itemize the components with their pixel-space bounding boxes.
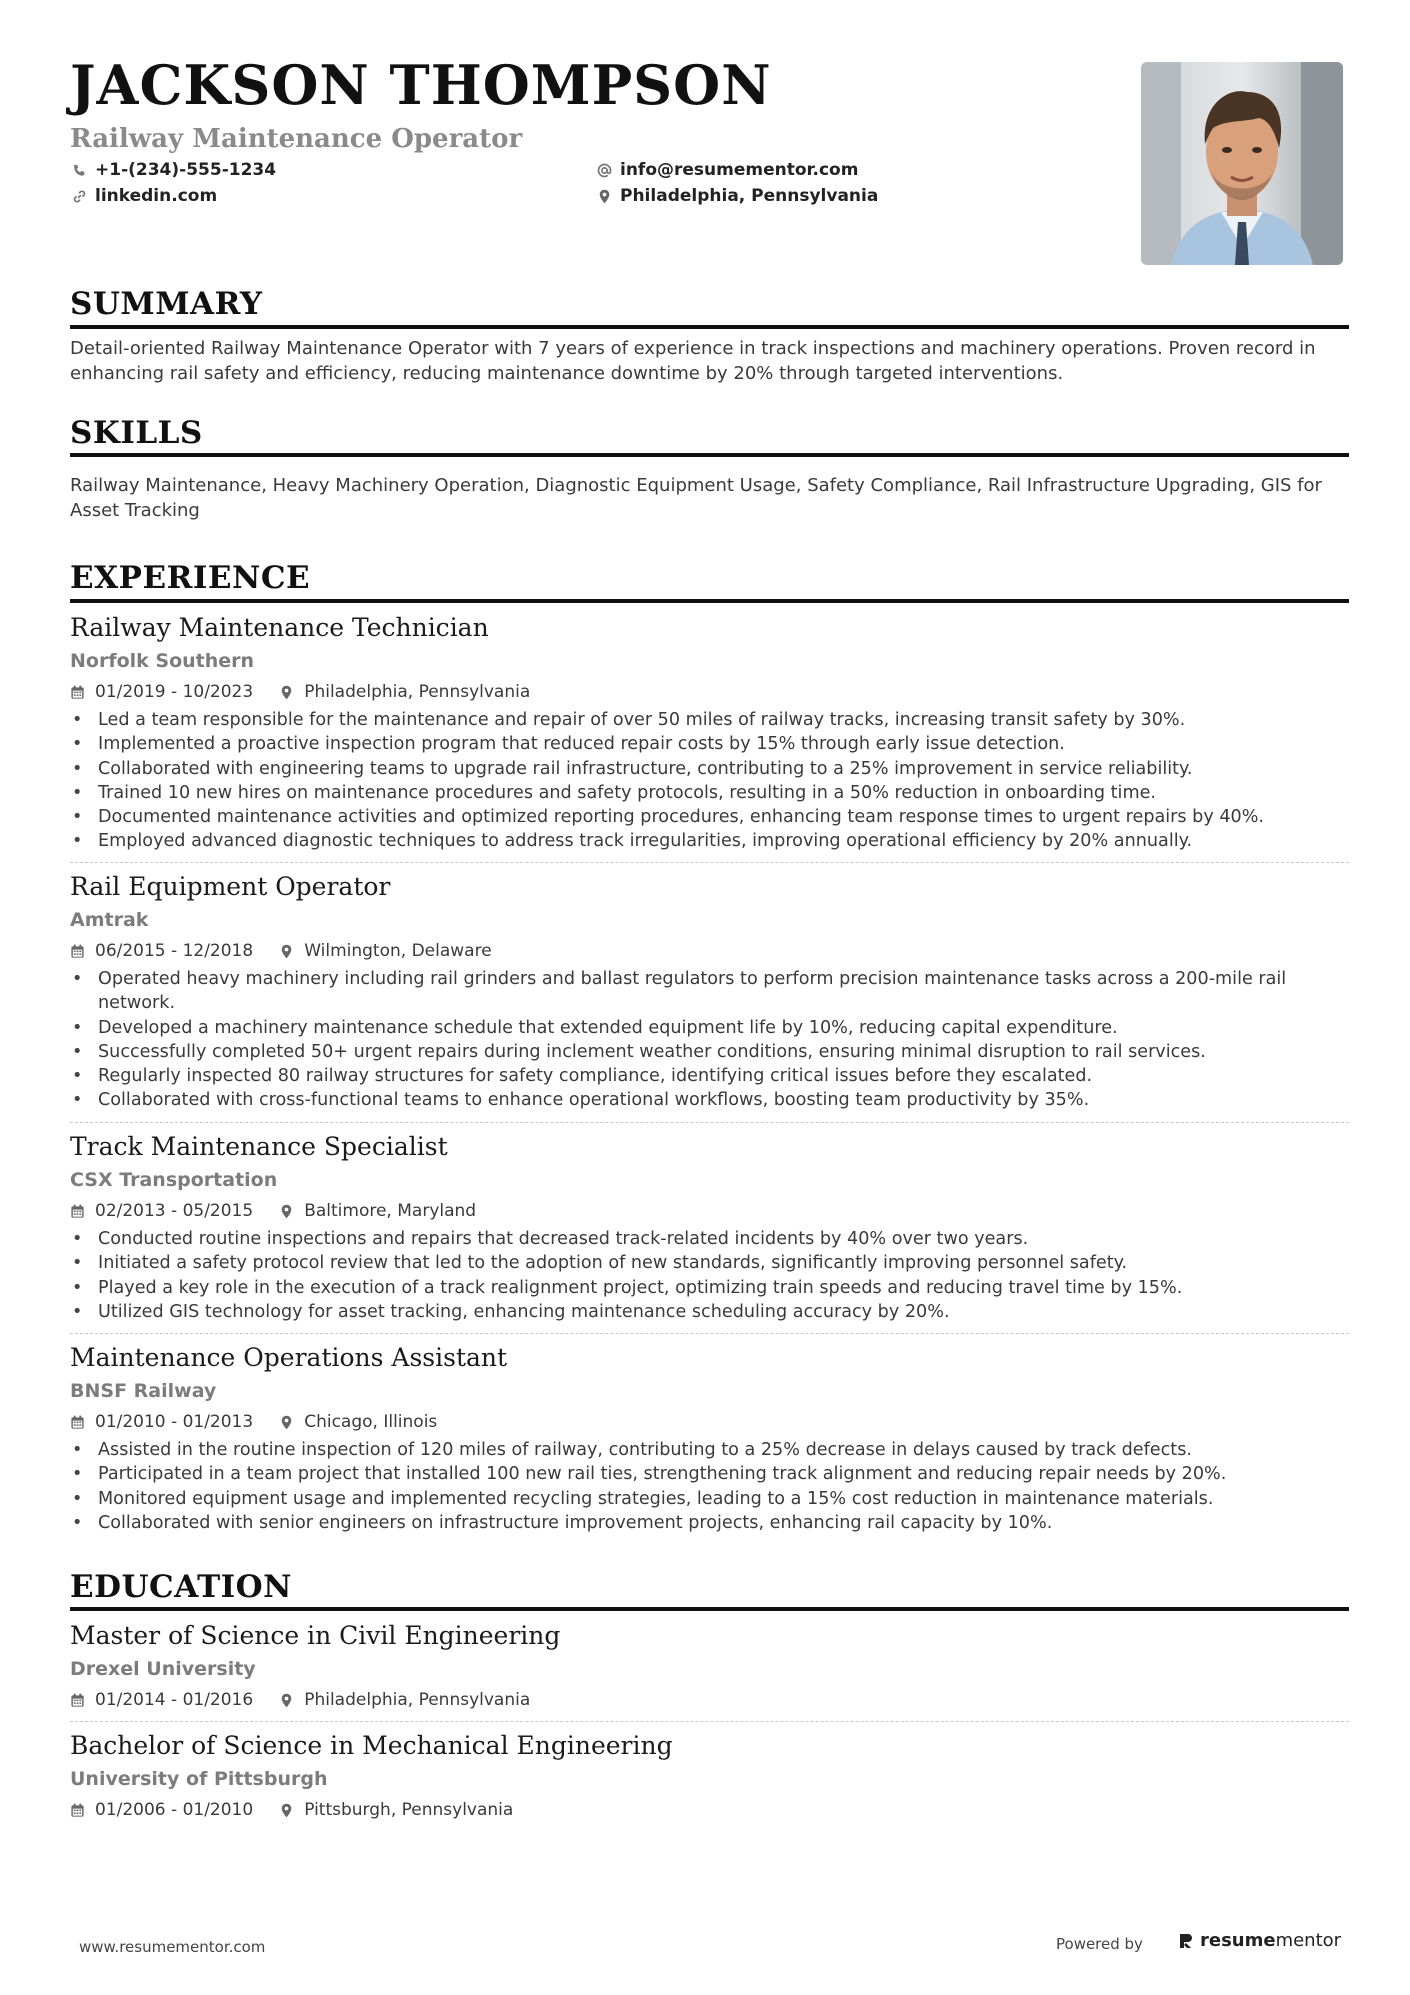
education-location: Philadelphia, Pennsylvania (304, 1690, 531, 1710)
job-meta (70, 1414, 437, 1431)
skills-heading: SKILLS (70, 415, 203, 451)
brand-logo[interactable] (1178, 1930, 1341, 1951)
map-pin-icon (279, 1415, 294, 1430)
degree-title: Master of Science in Civil Engineering (70, 1621, 561, 1650)
contact-phone (72, 162, 276, 179)
section-divider (70, 453, 1349, 457)
job-bullets (70, 1227, 1349, 1324)
profile-photo (1141, 62, 1343, 265)
contact-location (597, 188, 878, 205)
list-item: • Collaborated with cross-functional teams to enhance operational workflows, boosting team productivity by 35%. (70, 1088, 1349, 1112)
linkedin-text[interactable]: linkedin.com (95, 186, 218, 206)
list-item: • Monitored equipment usage and implemented recycling strategies, leading to a 15% cost reduction in maintenance materials. (70, 1487, 1349, 1511)
school-name: University of Pittsburgh (70, 1768, 328, 1790)
education-separator (70, 1721, 1349, 1722)
education-meta (70, 1692, 530, 1709)
summary-heading: SUMMARY (70, 286, 263, 322)
candidate-name: JACKSON THOMPSON (70, 53, 772, 117)
map-pin-icon (279, 685, 294, 700)
skills-text: Railway Maintenance, Heavy Machinery Operation, Diagnostic Equipment Usage, Safety Compliance, Rail Infrastructure Upgrading, GIS for Asset Tracking (70, 475, 1322, 521)
job-meta (70, 943, 492, 960)
resumementor-logo-icon (1178, 1932, 1194, 1950)
contact-linkedin (72, 188, 217, 205)
list-item: • Collaborated with senior engineers on infrastructure improvement projects, enhancing rail capacity by 10%. (70, 1511, 1349, 1535)
brand-text-resume: resume (1200, 1930, 1276, 1951)
job-title: Rail Equipment Operator (70, 872, 391, 901)
calendar-icon (70, 1803, 85, 1818)
job-bullets (70, 708, 1349, 854)
experience-heading: EXPERIENCE (70, 560, 311, 596)
list-item: • Employed advanced diagnostic techniques to address track irregularities, improving operational efficiency by 20% annually. (70, 829, 1349, 853)
phone-text[interactable]: +1-(234)-555-1234 (95, 160, 277, 180)
job-dates: 01/2010 - 01/2013 (95, 1412, 254, 1432)
company-name: Norfolk Southern (70, 650, 255, 672)
job-location: Chicago, Illinois (304, 1412, 438, 1432)
list-item: • Participated in a team project that installed 100 new rail ties, strengthening track alignment and reducing repair needs by 20%. (70, 1462, 1349, 1486)
contact-email (597, 162, 858, 179)
education-location: Pittsburgh, Pennsylvania (304, 1800, 514, 1820)
education-meta (70, 1802, 513, 1819)
location-text: Philadelphia, Pennsylvania (620, 186, 879, 206)
job-location: Wilmington, Delaware (304, 941, 492, 961)
list-item: • Initiated a safety protocol review that led to the adoption of new standards, significantly improving personnel safety. (70, 1251, 1349, 1275)
job-location: Baltimore, Maryland (304, 1201, 477, 1221)
section-divider (70, 599, 1349, 603)
map-pin-icon (597, 189, 612, 204)
school-name: Drexel University (70, 1658, 256, 1680)
calendar-icon (70, 944, 85, 959)
candidate-role: Railway Maintenance Operator (70, 124, 523, 154)
list-item: • Operated heavy machinery including rail grinders and ballast regulators to perform precision maintenance tasks across a 200-mile rail network. (70, 967, 1349, 1016)
list-item: • Played a key role in the execution of a track realignment project, optimizing train speeds and reducing travel time by 15%. (70, 1276, 1349, 1300)
list-item: • Assisted in the routine inspection of 120 miles of railway, contributing to a 25% decrease in delays caused by track defects. (70, 1438, 1349, 1462)
degree-title: Bachelor of Science in Mechanical Engineering (70, 1731, 673, 1760)
job-dates: 02/2013 - 05/2015 (95, 1201, 254, 1221)
map-pin-icon (279, 1803, 294, 1818)
list-item: • Implemented a proactive inspection program that reduced repair costs by 15% through early issue detection. (70, 732, 1349, 756)
list-item: • Conducted routine inspections and repairs that decreased track-related incidents by 40% over two years. (70, 1227, 1349, 1251)
list-item: • Documented maintenance activities and optimized reporting procedures, enhancing team response times to urgent repairs by 40%. (70, 805, 1349, 829)
education-dates: 01/2014 - 01/2016 (95, 1690, 254, 1710)
email-text[interactable]: info@resumementor.com (620, 160, 859, 180)
list-item: • Regularly inspected 80 railway structures for safety compliance, identifying critical issues before they escalated. (70, 1064, 1349, 1088)
summary-text: Detail-oriented Railway Maintenance Operator with 7 years of experience in track inspections and machinery operations. Proven record in enhancing rail safety and efficiency, reducing maintenance downtime by 20% through targeted interventions. (70, 338, 1316, 384)
powered-by-label: Powered by (1056, 1935, 1143, 1953)
map-pin-icon (279, 1693, 294, 1708)
brand-text-mentor: mentor (1275, 1930, 1342, 1951)
job-title: Maintenance Operations Assistant (70, 1343, 508, 1372)
job-title: Railway Maintenance Technician (70, 613, 489, 642)
calendar-icon (70, 1693, 85, 1708)
education-heading: EDUCATION (70, 1569, 292, 1605)
section-divider (70, 1607, 1349, 1611)
job-meta (70, 1203, 476, 1220)
job-bullets (70, 967, 1349, 1113)
list-item: • Trained 10 new hires on maintenance procedures and safety protocols, resulting in a 50% reduction in onboarding time. (70, 781, 1349, 805)
link-icon (72, 189, 87, 204)
at-icon (597, 163, 612, 178)
footer-url[interactable]: www.resumementor.com (79, 1938, 266, 1956)
job-separator (70, 1122, 1349, 1123)
job-bullets (70, 1438, 1349, 1535)
calendar-icon (70, 1415, 85, 1430)
list-item: • Led a team responsible for the maintenance and repair of over 50 miles of railway tracks, increasing transit safety by 30%. (70, 708, 1349, 732)
job-dates: 01/2019 - 10/2023 (95, 682, 254, 702)
list-item: • Collaborated with engineering teams to upgrade rail infrastructure, contributing to a 25% improvement in service reliability. (70, 757, 1349, 781)
job-separator (70, 1333, 1349, 1334)
list-item: • Successfully completed 50+ urgent repairs during inclement weather conditions, ensuring minimal disruption to rail services. (70, 1040, 1349, 1064)
resume-page (70, 0, 1349, 1995)
section-divider (70, 325, 1349, 329)
job-meta (70, 684, 530, 701)
list-item: • Developed a machinery maintenance schedule that extended equipment life by 10%, reducing capital expenditure. (70, 1016, 1349, 1040)
map-pin-icon (279, 1204, 294, 1219)
company-name: Amtrak (70, 909, 149, 931)
job-separator (70, 862, 1349, 863)
education-dates: 01/2006 - 01/2010 (95, 1800, 254, 1820)
list-item: • Utilized GIS technology for asset tracking, enhancing maintenance scheduling accuracy by 20%. (70, 1300, 1349, 1324)
company-name: BNSF Railway (70, 1380, 217, 1402)
calendar-icon (70, 685, 85, 700)
calendar-icon (70, 1204, 85, 1219)
map-pin-icon (279, 944, 294, 959)
job-title: Track Maintenance Specialist (70, 1132, 448, 1161)
company-name: CSX Transportation (70, 1169, 278, 1191)
job-dates: 06/2015 - 12/2018 (95, 941, 254, 961)
phone-icon (72, 163, 87, 178)
job-location: Philadelphia, Pennsylvania (304, 682, 531, 702)
